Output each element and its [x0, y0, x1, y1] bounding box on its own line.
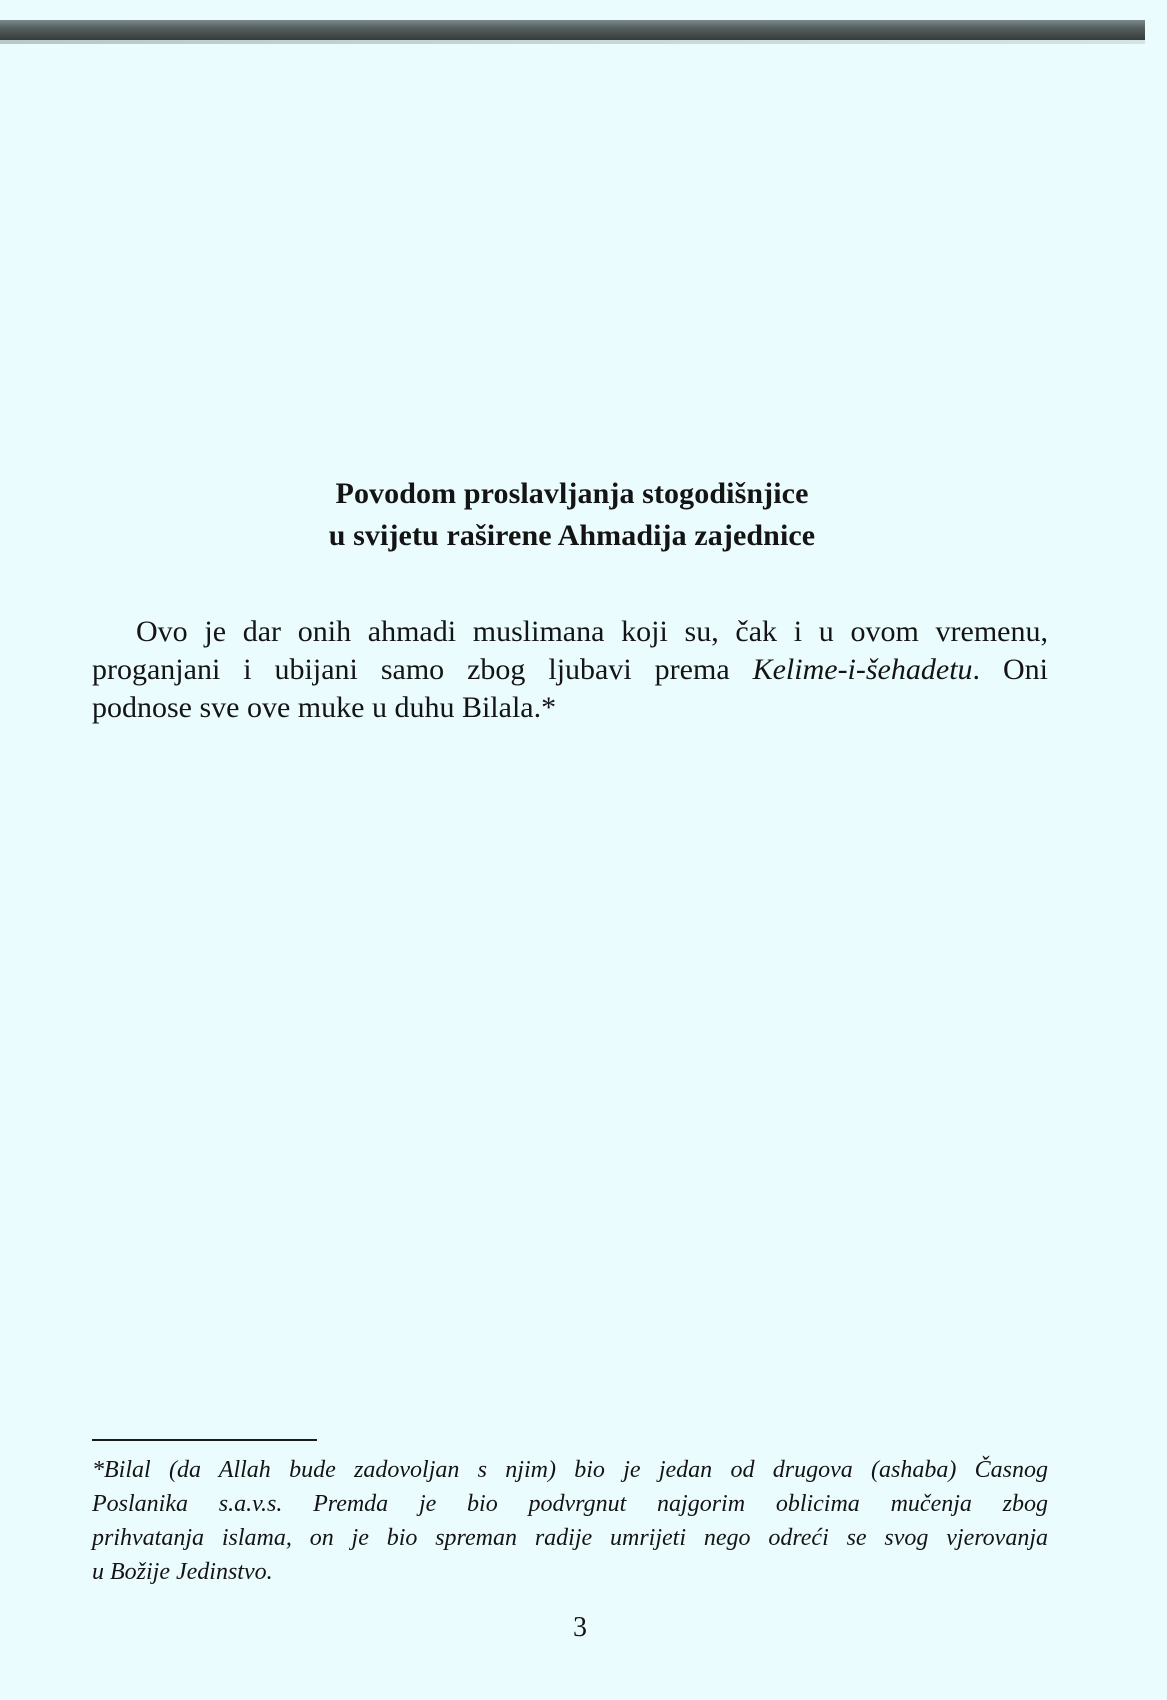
dedication-term-kelime: Kelime-i-šehadetu — [752, 653, 973, 686]
scan-top-edge-shadow — [0, 40, 1145, 44]
dedication-line-2 — [92, 651, 1048, 689]
dedication-line-2-end: . Oni — [972, 653, 1048, 686]
page-number: 3 — [573, 1612, 587, 1643]
footnote-separator — [92, 1439, 317, 1441]
heading-line-1: Povodom proslavljanja stogodišnjice — [335, 477, 809, 510]
footnote-line-1: *Bilal (da Allah bude zadovoljan s njim) bio je jedan od drugova (ashaba) Časnog — [92, 1457, 1048, 1483]
footnote-line-3: prihvatanja islama, on je bio spreman radije umrijeti nego odreći se svog vjerovanja — [92, 1525, 1048, 1551]
footnote — [92, 1453, 1048, 1589]
dedication-line-3: podnose sve ove muke u duhu Bilala.* — [92, 691, 557, 724]
dedication-line-1: Ovo je dar onih ahmadi muslimana koji su, čak i u ovom vremenu, — [136, 615, 1048, 648]
footnote-line-2: Poslanika s.a.v.s. Premda je bio podvrgnut najgorim oblicima mučenja zbog — [92, 1491, 1048, 1517]
heading-line-2: u svijetu raširene Ahmadija zajednice — [328, 519, 816, 552]
scan-top-edge-bar — [0, 20, 1145, 42]
footnote-line-4: u Božije Jedinstvo. — [92, 1559, 273, 1585]
dedication-paragraph — [92, 613, 1048, 727]
dedication-line-2-text: proganjani i ubijani samo zbog ljubavi prema — [92, 653, 753, 686]
